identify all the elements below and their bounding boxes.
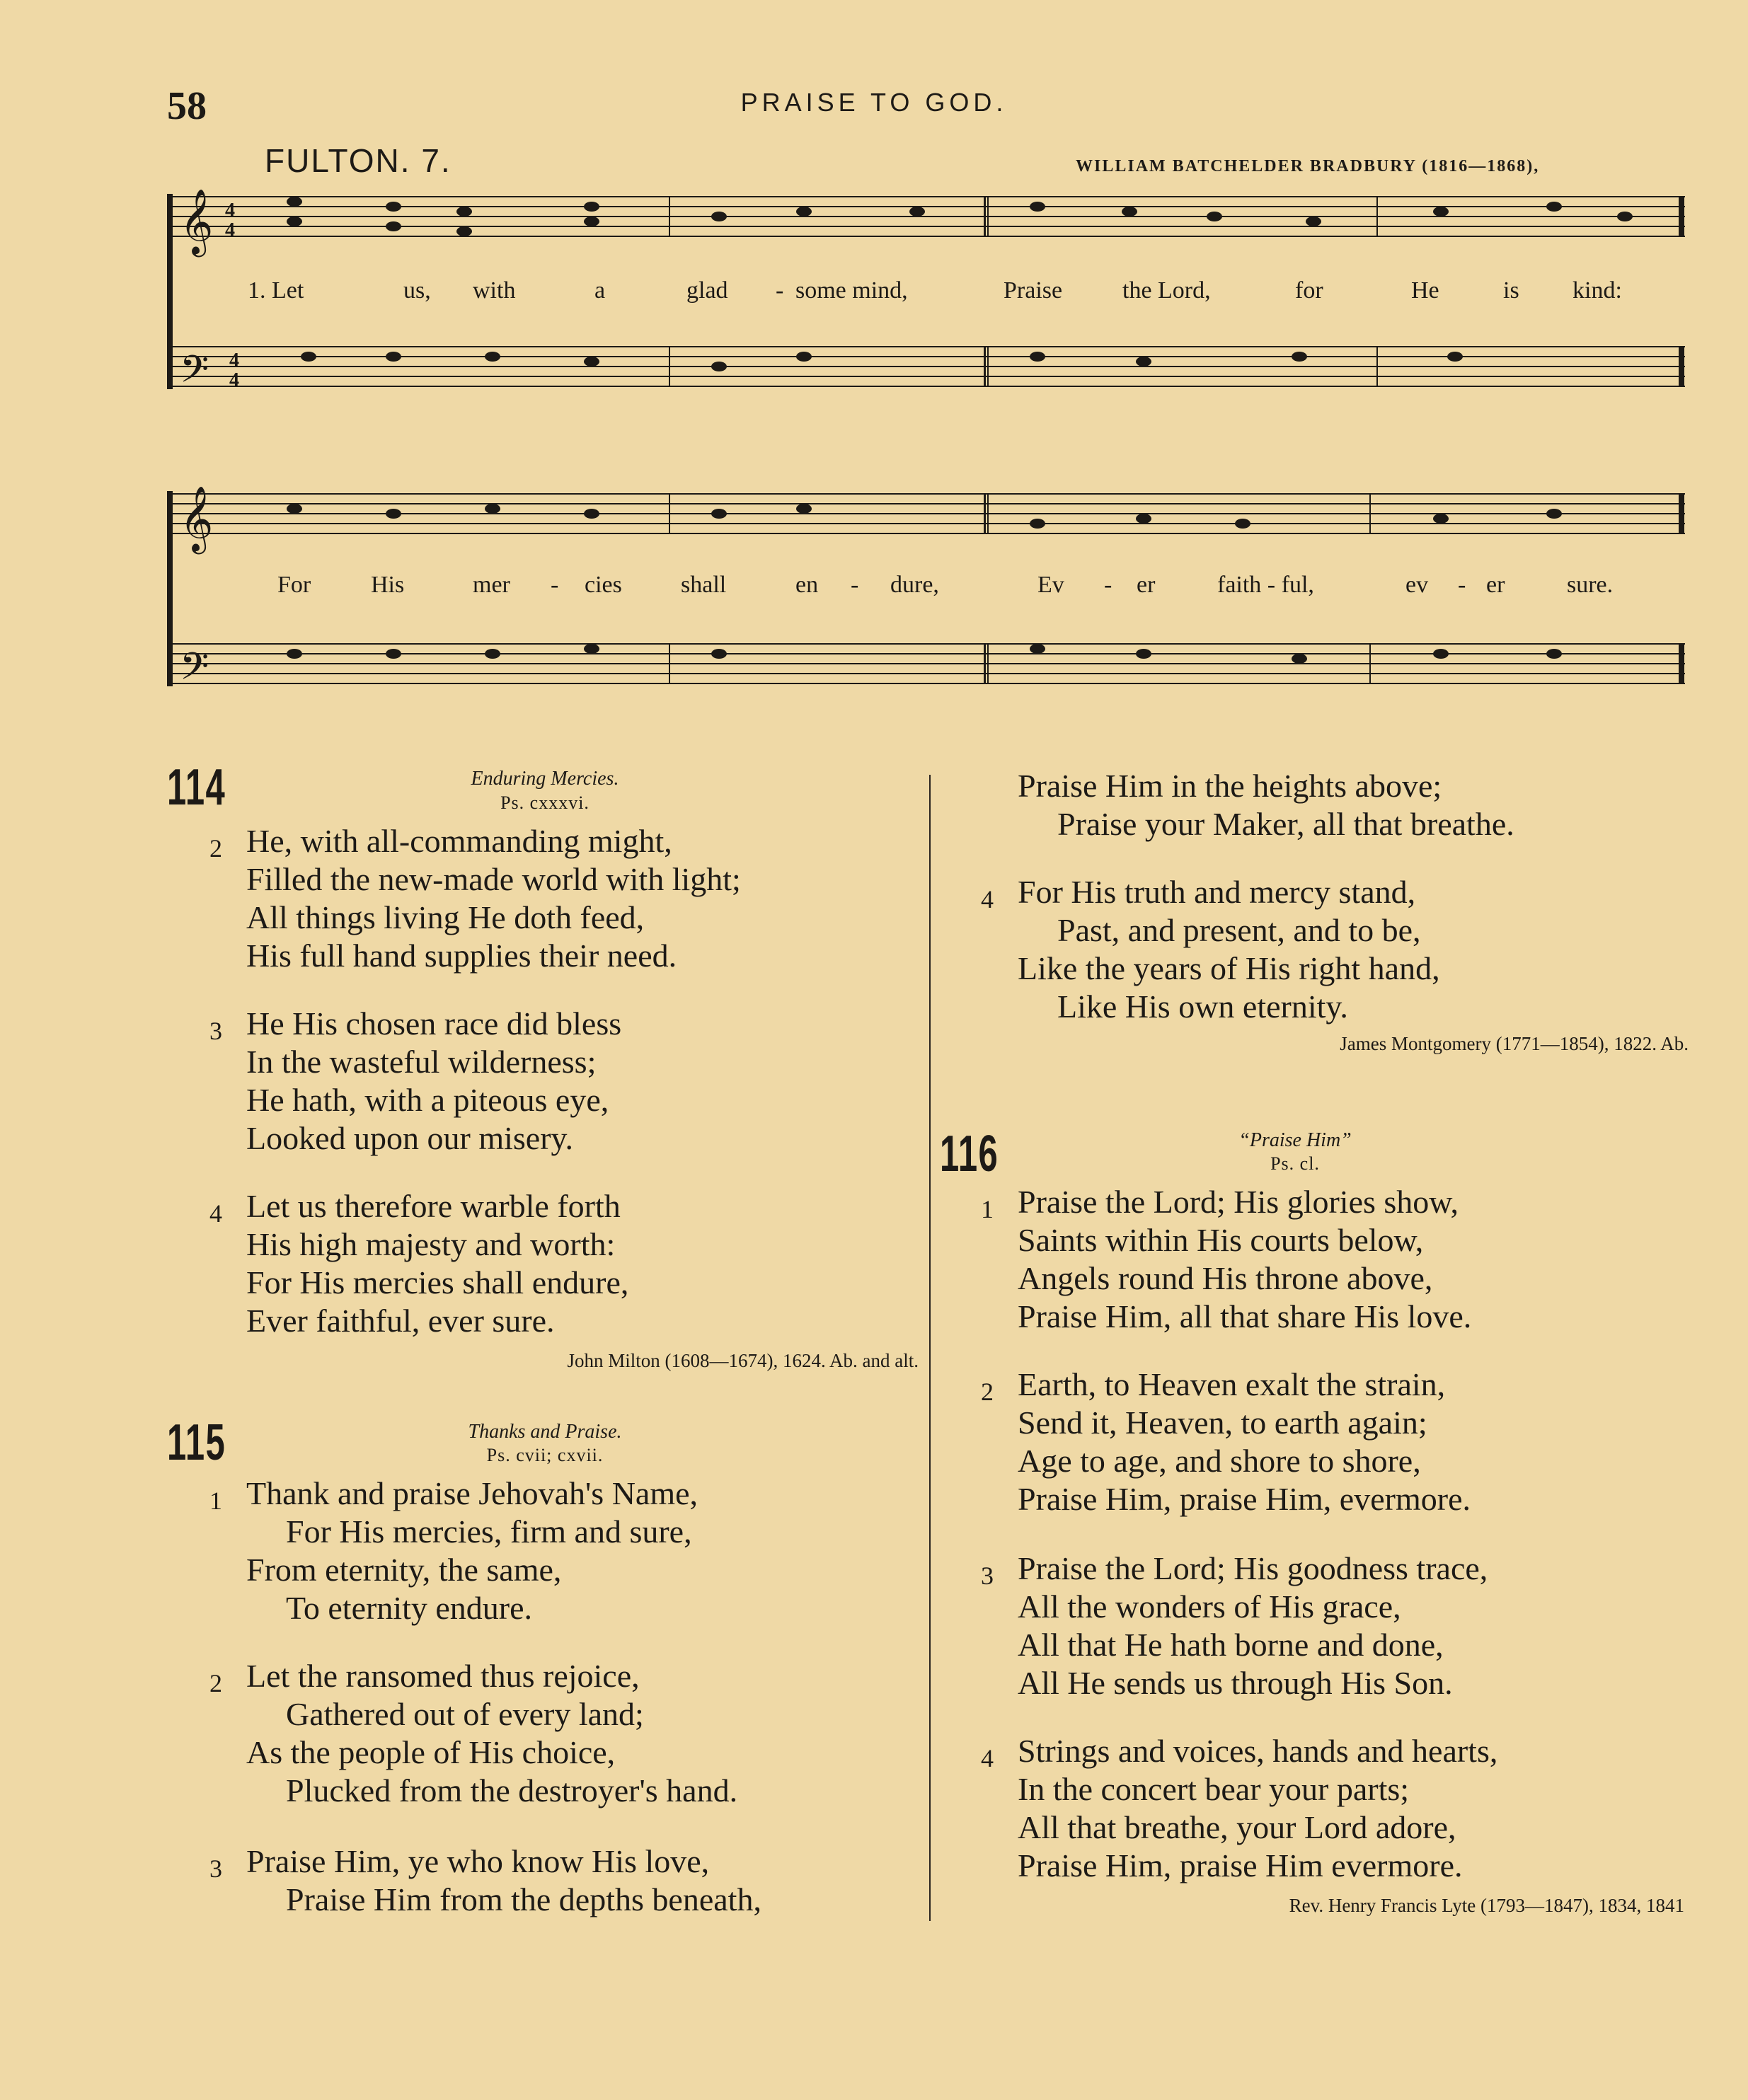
svg-text:𝄞: 𝄞 (180, 485, 214, 551)
hymn-number: 115 (167, 1414, 226, 1471)
stanza: 3 Praise the Lord; His goodness trace, All the wonders of His grace, All that He hath borne and done, All He sends us through His Son. (981, 1550, 1488, 1701)
stanza: 4 For His truth and mercy stand, Past, and present, and to be, Like the years of His right hand, Like His own eternity. (981, 874, 1440, 1025)
stanza: 4 Let us therefore warble forth His high majesty and worth: For His mercies shall endure, Ever faithful, ever sure. (209, 1188, 629, 1339)
stanza-continued: Praise Him in the heights above; Praise your Maker, all that breathe. (1018, 768, 1514, 842)
column-divider (929, 775, 931, 1921)
hymn-title: Thanks and Praise. (468, 1421, 622, 1443)
svg-text:4: 4 (225, 219, 235, 241)
stanza: 4 Strings and voices, hands and hearts, In the concert bear your parts; All that breathe, your Lord adore, Praise Him, praise Him evermore. (981, 1733, 1498, 1883)
hymn-psalm: Ps. cxxxvi. (500, 792, 590, 813)
svg-text:𝄞: 𝄞 (180, 188, 214, 254)
stanza: 3 He His chosen race did bless In the wasteful wilderness; He hath, with a piteous eye, Looked upon our misery. (209, 1005, 622, 1156)
running-title: PRAISE TO GOD. (740, 88, 1008, 117)
hymn-psalm: Ps. cvii; cxvii. (486, 1445, 604, 1465)
hymn-number: 114 (167, 759, 226, 816)
stanza: 1 Praise the Lord; His glories show, Saints within His courts below, Angels round His throne above, Praise Him, all that share His love. (981, 1184, 1472, 1334)
tune-name: FULTON. 7. (265, 142, 452, 179)
stanza: 3 Praise Him, ye who know His love, Praise Him from the depths beneath, (209, 1843, 761, 1917)
svg-text:4: 4 (229, 369, 239, 391)
hymn-title: Enduring Mercies. (471, 768, 619, 790)
hymn-credit: Rev. Henry Francis Lyte (1793—1847), 1834, 1841 (1289, 1895, 1684, 1916)
music-score (167, 177, 1703, 700)
svg-text:𝄢: 𝄢 (180, 348, 209, 400)
stanza: 2 Let the ransomed thus rejoice, Gathered out of every land; As the people of His choice, Plucked from the destroyer's hand. (209, 1658, 738, 1808)
tune-composer: WILLIAM BATCHELDER BRADBURY (1816—1868), (1076, 157, 1540, 175)
hymn-credit: James Montgomery (1771—1854), 1822. Ab. (1340, 1033, 1689, 1054)
hymn-psalm: Ps. cl. (1270, 1153, 1320, 1174)
stanza: 2 Earth, to Heaven exalt the strain, Send it, Heaven, to earth again; Age to age, and shore to shore, Praise Him, praise Him, evermore. (981, 1366, 1471, 1517)
stanza: 1 Thank and praise Jehovah's Name, For His mercies, firm and sure, From eternity, the same, To eternity endure. (209, 1475, 698, 1626)
svg-text:4: 4 (229, 350, 239, 371)
hymn-title: “Praise Him” (1238, 1129, 1352, 1151)
svg-text:𝄢: 𝄢 (180, 645, 209, 698)
hymn-credit: John Milton (1608—1674), 1624. Ab. and alt. (567, 1350, 919, 1371)
svg-text:4: 4 (225, 200, 235, 221)
page-number: 58 (167, 84, 207, 128)
hymn-number: 116 (940, 1126, 999, 1182)
stanza: 2 He, with all-commanding might, Filled the new-made world with light; All things living He doth feed, His full hand supplies their need. (209, 823, 741, 974)
